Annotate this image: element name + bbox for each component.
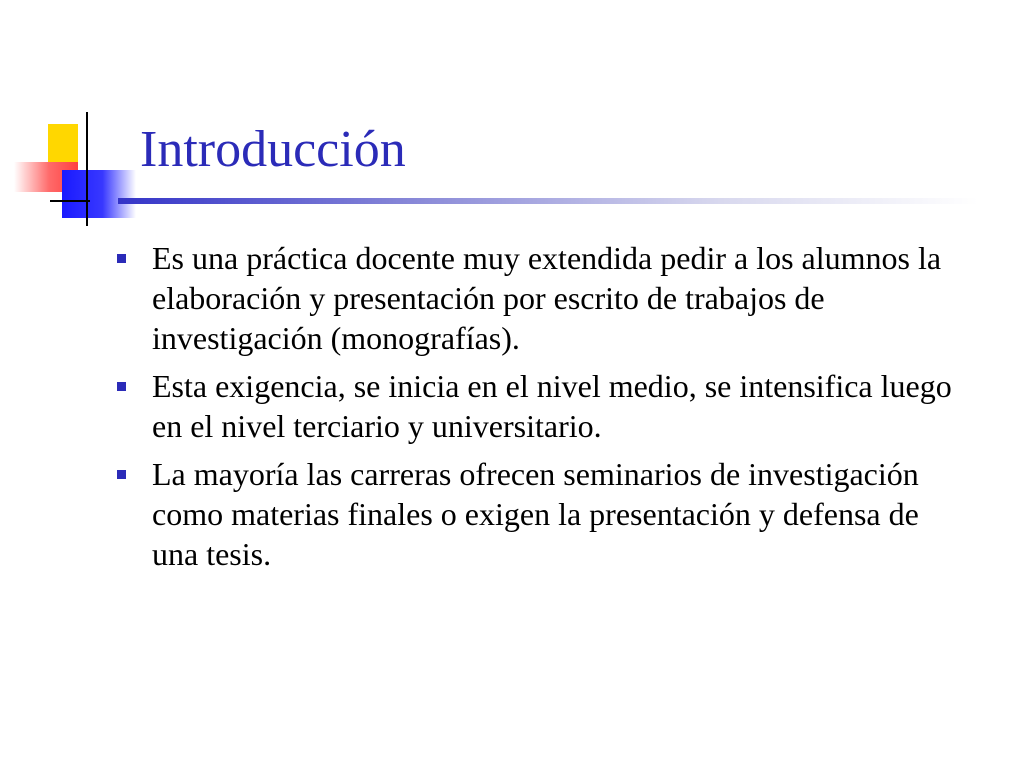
title-underline bbox=[118, 198, 978, 204]
bullet-list bbox=[112, 238, 972, 582]
bullet-text: Es una práctica docente muy extendida pedir a los alumnos la elaboración y presentación por escrito de trabajos de investigación (monografías). bbox=[152, 240, 942, 356]
square-bullet-icon bbox=[117, 470, 126, 479]
blue-block bbox=[62, 170, 136, 218]
square-bullet-icon bbox=[117, 382, 126, 391]
color-blocks-logo bbox=[0, 0, 160, 240]
slide-title: Introducción bbox=[140, 121, 406, 178]
bullet-text: La mayoría las carreras ofrecen seminarios de investigación como materias finales o exigen la presentación y defensa de una tesis. bbox=[152, 456, 919, 572]
square-bullet-icon bbox=[117, 254, 126, 263]
list-item bbox=[112, 238, 972, 358]
list-item bbox=[112, 366, 972, 446]
bullet-text: Esta exigencia, se inicia en el nivel medio, se intensifica luego en el nivel terciario y universitario. bbox=[152, 368, 952, 444]
list-item bbox=[112, 454, 972, 574]
horizontal-line bbox=[50, 200, 90, 202]
vertical-line bbox=[86, 112, 88, 226]
